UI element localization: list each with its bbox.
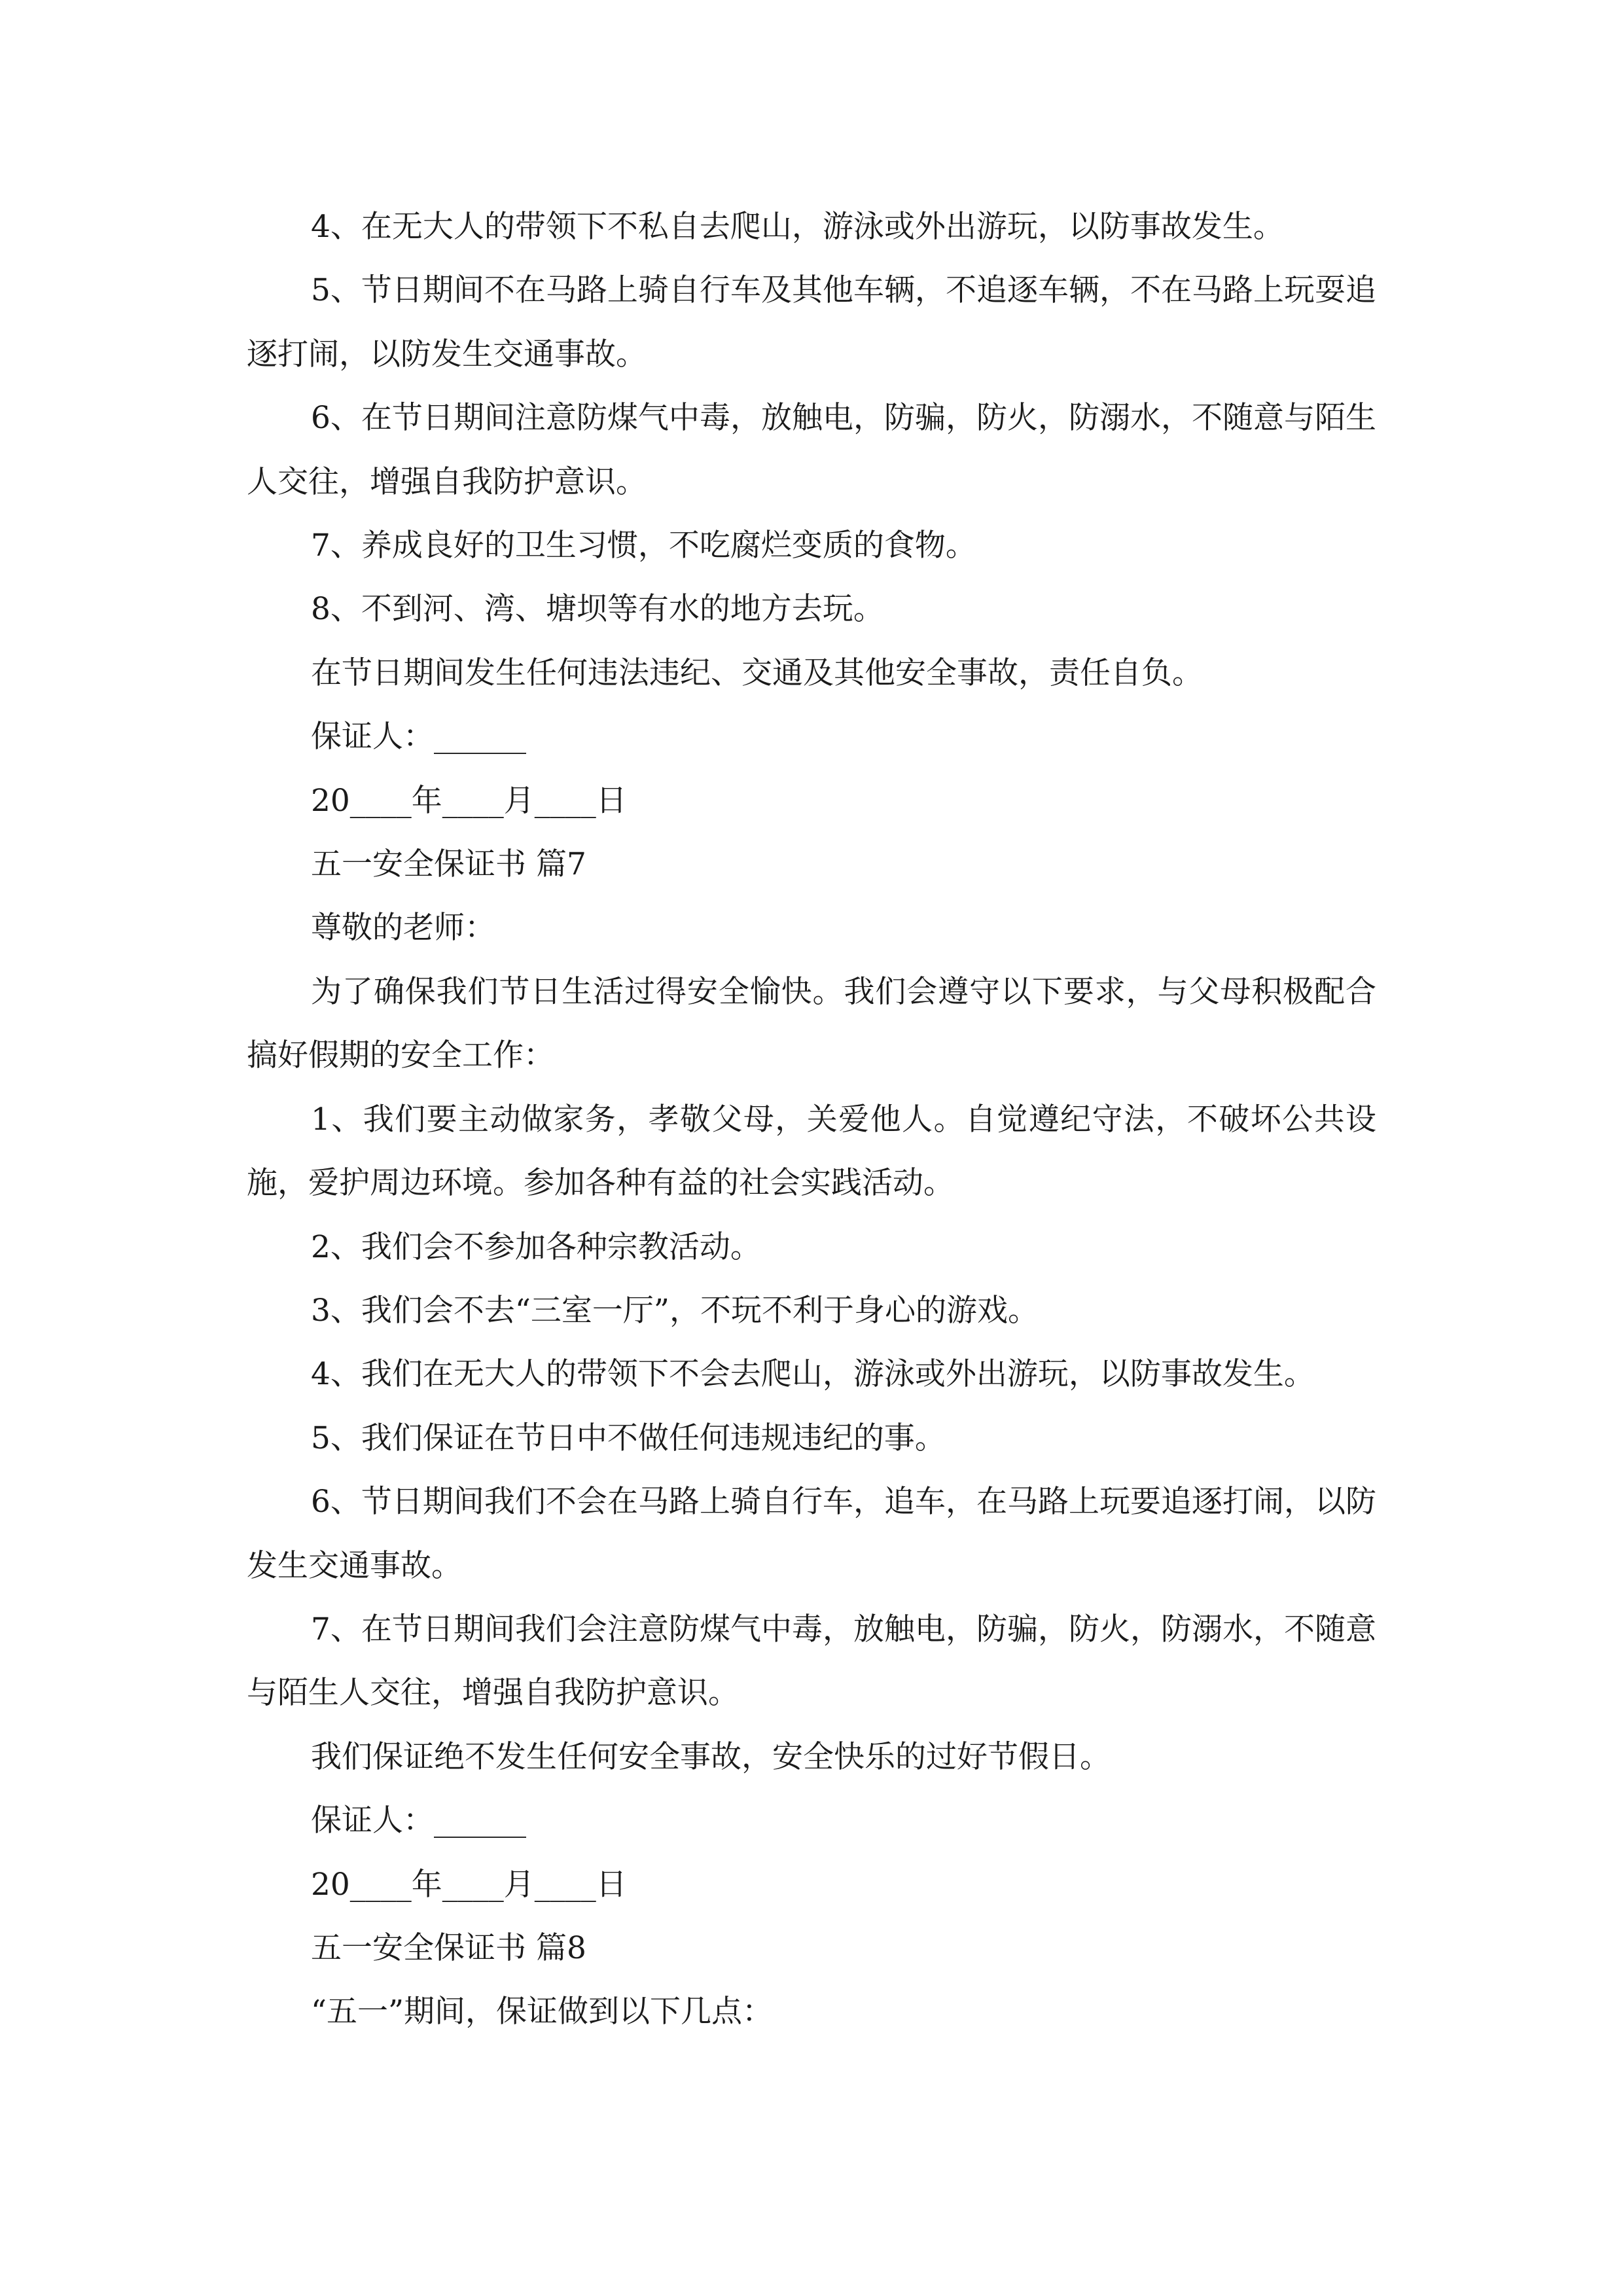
paragraph-item-7: 7、养成良好的卫生习惯，不吃腐烂变质的食物。 <box>311 528 976 564</box>
paragraph-intro: 为了确保我们节日生活过得安全愉快。我们会遵守以下要求，与父母积极配合搞好假期的安全工作： <box>247 973 1376 1074</box>
paragraph-responsibility: 在节日期间发生任何违法违纪、交通及其他安全事故，责任自负。 <box>311 655 1203 691</box>
section-heading-8: 五一安全保证书 篇8 <box>311 1929 586 1966</box>
paragraph-item-6b: 6、节日期间我们不会在马路上骑自行车，追车，在马路上玩要追逐打闹，以防发生交通事故。 <box>247 1484 1376 1584</box>
guarantor-signature-line: 保证人：______ <box>311 719 526 755</box>
guarantor-signature-line-2: 保证人：______ <box>311 1803 526 1839</box>
document-body <box>247 195 1376 2044</box>
paragraph-item-3: 3、我们会不去“三室一厅”，不玩不利于身心的游戏。 <box>311 1292 1039 1329</box>
paragraph-item-5b: 5、我们保证在节日中不做任何违规违纪的事。 <box>311 1420 946 1456</box>
paragraph-item-1: 1、我们要主动做家务，孝敬父母，关爱他人。自觉遵纪守法，不破坏公共设施，爱护周边环境。参加各种有益的社会实践活动。 <box>247 1101 1376 1202</box>
paragraph-item-7b: 7、在节日期间我们会注意防煤气中毒，放触电，防骗，防火，防溺水，不随意与陌生人交往，增强自我防护意识。 <box>247 1611 1376 1712</box>
paragraph-item-4b: 4、我们在无大人的带领下不会去爬山，游泳或外出游玩，以防事故发生。 <box>311 1356 1315 1393</box>
salutation: 尊敬的老师： <box>311 910 495 946</box>
paragraph-item-2: 2、我们会不参加各种宗教活动。 <box>311 1229 761 1265</box>
date-line-2: 20____年____月____日 <box>311 1866 627 1903</box>
paragraph-item-6: 6、在节日期间注意防煤气中毒，放触电，防骗，防火，防溺水，不随意与陌生人交往，增强自我防护意识。 <box>247 400 1376 500</box>
section-heading-7: 五一安全保证书 篇7 <box>311 846 586 883</box>
paragraph-guarantee: 我们保证绝不发生任何安全事故，安全快乐的过好节假日。 <box>311 1738 1111 1775</box>
paragraph-may-day-intro: “五一”期间，保证做到以下几点： <box>311 1994 774 2030</box>
paragraph-item-5: 5、节日期间不在马路上骑自行车及其他车辆，不追逐车辆，不在马路上玩耍追逐打闹，以防发生交通事故。 <box>247 272 1376 372</box>
paragraph-item-8: 8、不到河、湾、塘坝等有水的地方去玩。 <box>311 591 884 628</box>
date-line: 20____年____月____日 <box>311 782 627 819</box>
paragraph-item-4: 4、在无大人的带领下不私自去爬山，游泳或外出游玩，以防事故发生。 <box>311 209 1284 245</box>
